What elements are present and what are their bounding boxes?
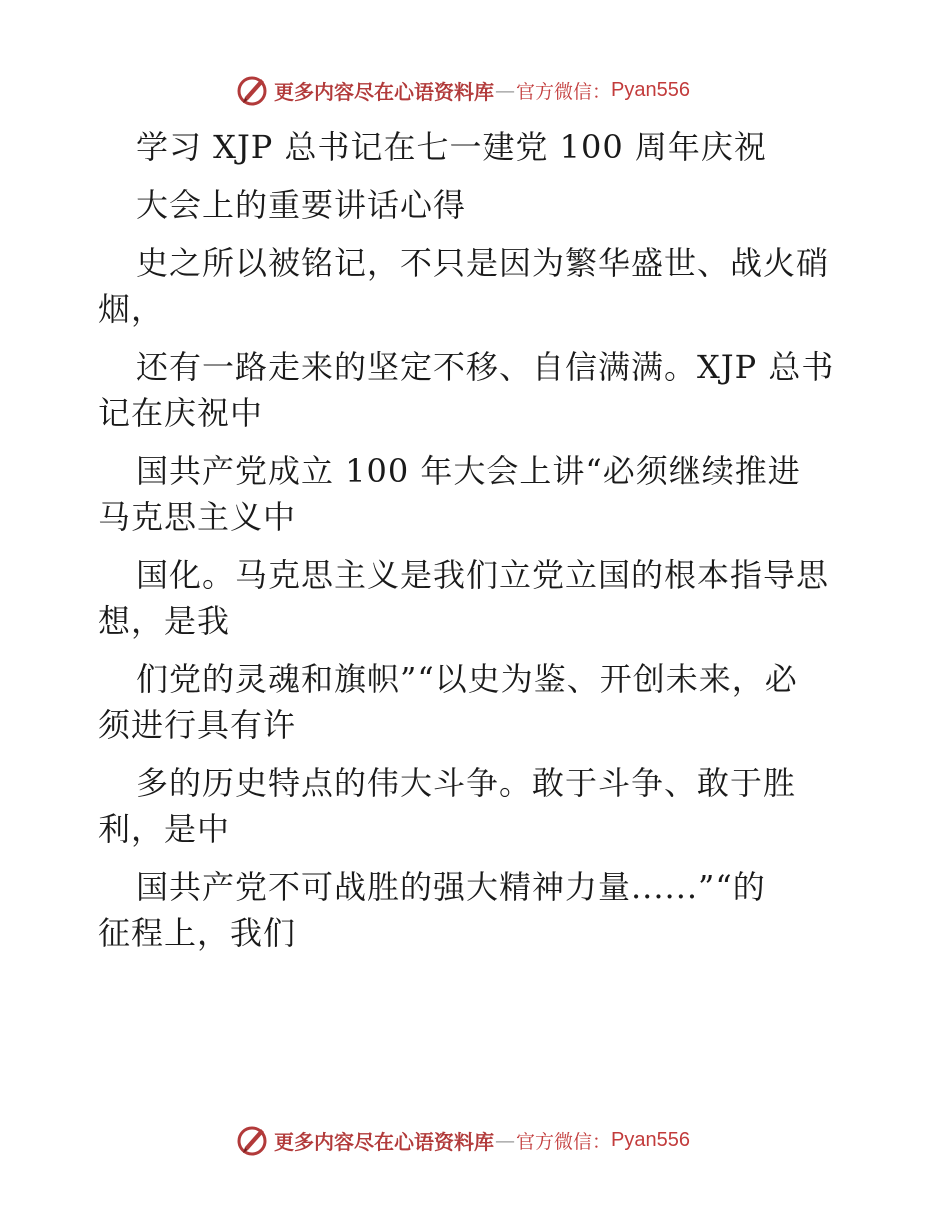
paragraph-line: 多的历史特点的伟大斗争。敢于斗争、敢于胜 [136, 764, 797, 802]
paragraph-line: 记在庆祝中 [98, 394, 264, 432]
paragraph-line: 们党的灵魂和旗帜”“以史为鉴、开创未来，必 [136, 660, 798, 698]
quill-seal-icon [236, 1123, 270, 1157]
footer-banner [236, 1122, 690, 1158]
paragraph-line: 马克思主义中 [98, 498, 297, 536]
quill-seal-icon [236, 73, 270, 107]
paragraph-line: 想，是我 [98, 602, 231, 640]
paragraph-line: 国共产党不可战胜的强大精神力量......”“的 [136, 868, 766, 906]
header-contact-handle: Pyan556 [611, 78, 690, 101]
paragraph-line: 国共产党成立 100 年大会上讲“必须继续推进 [136, 452, 801, 490]
footer-separator: — [495, 1128, 515, 1152]
document-title-line-2: 大会上的重要讲话心得 [136, 186, 467, 224]
document-body [98, 124, 858, 956]
paragraph-line: 征程上，我们 [98, 914, 297, 952]
paragraph-line: 利，是中 [98, 810, 231, 848]
paragraph-line: 国化。马克思主义是我们立党立国的根本指导思 [136, 556, 830, 594]
paragraph-line: 烟， [98, 290, 165, 328]
paragraph-line: 史之所以被铭记，不只是因为繁华盛世、战火硝 [136, 244, 830, 282]
footer-contact-handle: Pyan556 [611, 1128, 690, 1151]
footer-contact-label: 官方微信： [516, 1130, 612, 1153]
document-title-line-1: 学习 XJP 总书记在七一建党 100 周年庆祝 [136, 128, 767, 166]
header-separator: — [495, 78, 515, 102]
paragraph-line: 还有一路走来的坚定不移、自信满满。XJP 总书 [136, 348, 835, 386]
header-banner [236, 72, 690, 108]
paragraph-line: 须进行具有许 [98, 706, 297, 744]
header-brand: 更多内容尽在心语资料库 [274, 79, 494, 104]
footer-brand: 更多内容尽在心语资料库 [274, 1129, 494, 1154]
header-contact-label: 官方微信： [516, 80, 612, 103]
